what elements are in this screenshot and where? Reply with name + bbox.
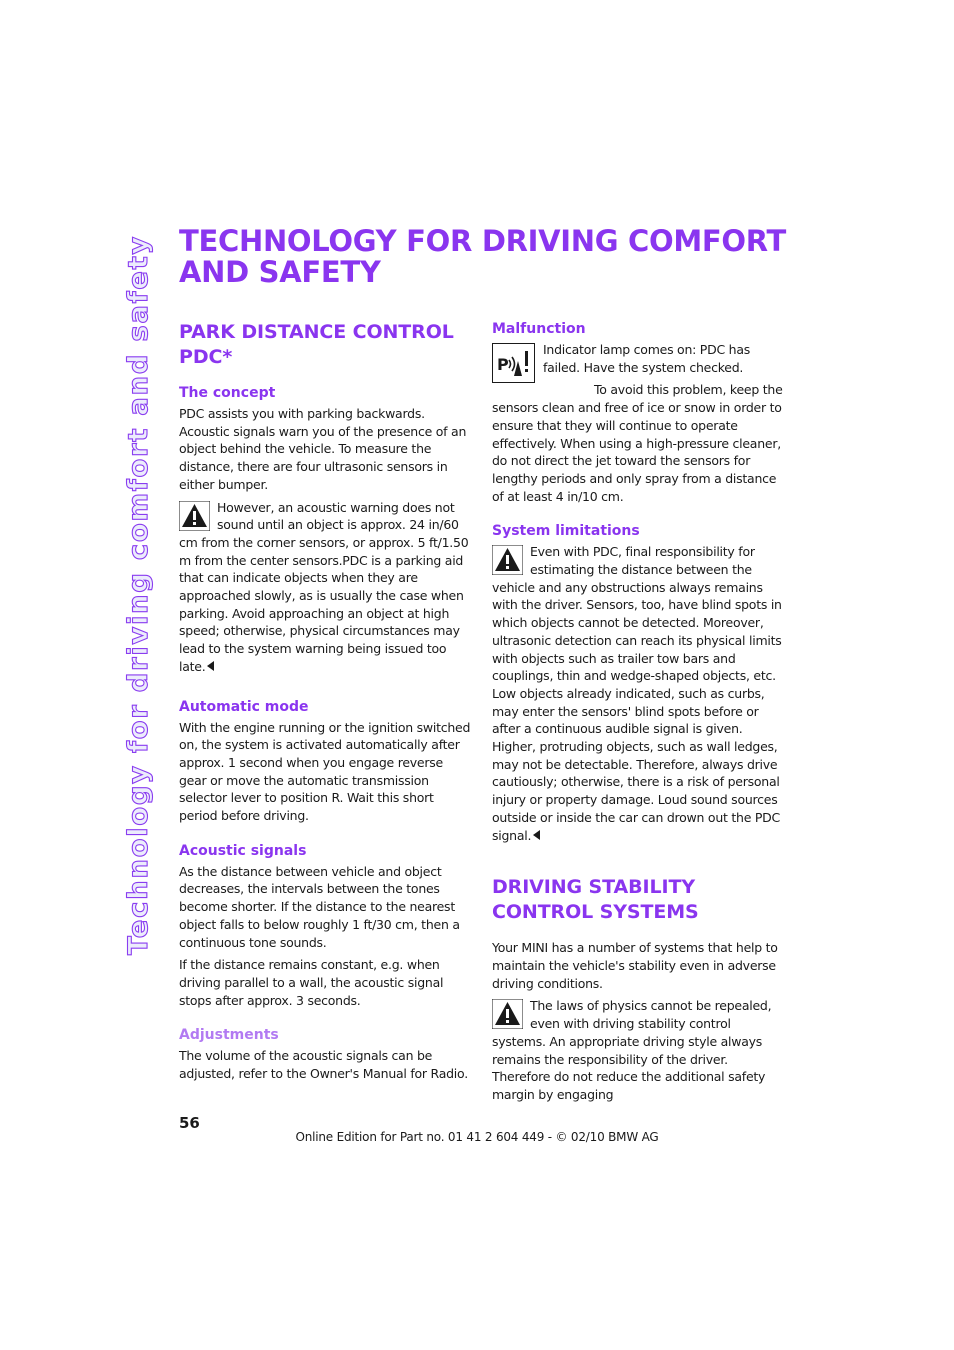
acoustic-paragraph-2: If the distance remains constant, e.g. when driving parallel to a wall, the acoustic signal stops after approx. 3 seconds. bbox=[179, 957, 444, 1008]
acoustic-paragraph-1: As the distance between vehicle and object decreases, the intervals between the tones become shorter. If the distance to the nearest object falls to below roughly 1 ft/30 cm, then a continuous tone sounds. bbox=[179, 863, 460, 950]
right-column bbox=[492, 320, 784, 1109]
adjustments-heading: Adjustments bbox=[179, 1027, 279, 1044]
adjustments-paragraph: The volume of the acoustic signals can be adjusted, refer to the Owner's Manual for Radio. bbox=[179, 1048, 468, 1082]
warning-icon bbox=[492, 999, 523, 1029]
malfunction-block bbox=[492, 341, 784, 505]
concept-paragraph: PDC assists you with parking backwards. Acoustic signals warn you of the presence of an object behind the vehicle. To measure the distance, there are four ultrasonic sensors in either bumper. bbox=[179, 406, 467, 492]
stability-warning-block bbox=[492, 997, 784, 1103]
concept-warning-block bbox=[179, 499, 471, 676]
svg-text:P: P bbox=[497, 355, 509, 374]
pdc-indicator-icon bbox=[492, 343, 535, 383]
malfunction-paragraph-2: To avoid this problem, keep the sensors clean and free of ice or snow in order to ensure that they will continue to operate effectively. When using a high-pressure cleaner, do not direct the jet toward the sensors for lengthy periods and only spray from a distance of at least 4 in/10 cm. bbox=[492, 382, 783, 504]
left-column bbox=[179, 320, 471, 1088]
stability-paragraph: Your MINI has a number of systems that help to maintain the vehicle's stability even in adverse driving conditions. bbox=[492, 940, 778, 991]
warning-icon bbox=[492, 545, 523, 575]
limitations-warning-block bbox=[492, 543, 784, 844]
automatic-mode-paragraph: With the engine running or the ignition switched on, the system is activated automatically after approx. 1 second when you engage reverse gear or move the automatic transmission selector lever to position R. Wait this short period before driving. bbox=[179, 719, 471, 824]
chapter-title: TECHNOLOGY FOR DRIVING COMFORT AND SAFETY bbox=[179, 224, 786, 289]
acoustic-signals-heading: Acoustic signals bbox=[179, 842, 307, 859]
malfunction-heading: Malfunction bbox=[492, 321, 586, 337]
end-mark-icon bbox=[207, 661, 214, 671]
malfunction-paragraph-1: Indicator lamp comes on: PDC has failed. Have the system checked. bbox=[543, 342, 751, 375]
end-mark-icon bbox=[533, 830, 540, 840]
limitations-warning-text: Even with PDC, final responsibility for estimating the distance between the vehicle and any obstructions always remains with the driver. Sensors, too, have blind spots in which objects cannot be detected. Moreover, ultrasonic detection can reach its physical limits with objects such as trailer tow bars and couplings, thin and wedge-shaped objects, etc. Low objects already indicated, such as curbs, may enter the sensors' blind spots before or after a continuous audible signal is given. Higher, protruding objects, such as wall ledges, may not be detectable. Therefore, always drive cautiously; otherwise, there is a risk of personal injury or property damage. Loud sound sources outside or inside the car can drown out the PDC signal. bbox=[492, 544, 782, 843]
page-number: 56 bbox=[179, 1114, 200, 1132]
side-chapter-title bbox=[117, 233, 157, 955]
concept-heading: The concept bbox=[179, 385, 276, 401]
system-limitations-heading: System limitations bbox=[492, 523, 640, 540]
footer-edition-note: Online Edition for Part no. 01 41 2 604 449 - © 02/10 BMW AG bbox=[295, 1130, 659, 1144]
stability-warning-text: The laws of physics cannot be repealed, even with driving stability control systems. An appropriate driving style always remains the responsibility of the driver. Therefore do not reduce the additional safety margin by engaging bbox=[492, 998, 772, 1102]
automatic-mode-heading: Automatic mode bbox=[179, 698, 309, 715]
stability-heading: DRIVING STABILITY CONTROL SYSTEMS bbox=[492, 876, 699, 924]
side-chapter-title-text: Technology for driving comfort and safety bbox=[123, 249, 154, 955]
concept-warning-text: However, an acoustic warning does not sound until an object is approx. 24 in/60 cm from the corner sensors, or approx. 5 ft/1.50 m from the center sensors.PDC is a parking aid that can indicate objects when they are approached slowly, as is usually the case when parking. Avoid approaching an object at high speed; otherwise, physical circumstances may lead to the system warning being issued too late. bbox=[179, 499, 469, 674]
warning-icon bbox=[179, 501, 210, 531]
pdc-heading: PARK DISTANCE CONTROL PDC* bbox=[179, 321, 454, 368]
